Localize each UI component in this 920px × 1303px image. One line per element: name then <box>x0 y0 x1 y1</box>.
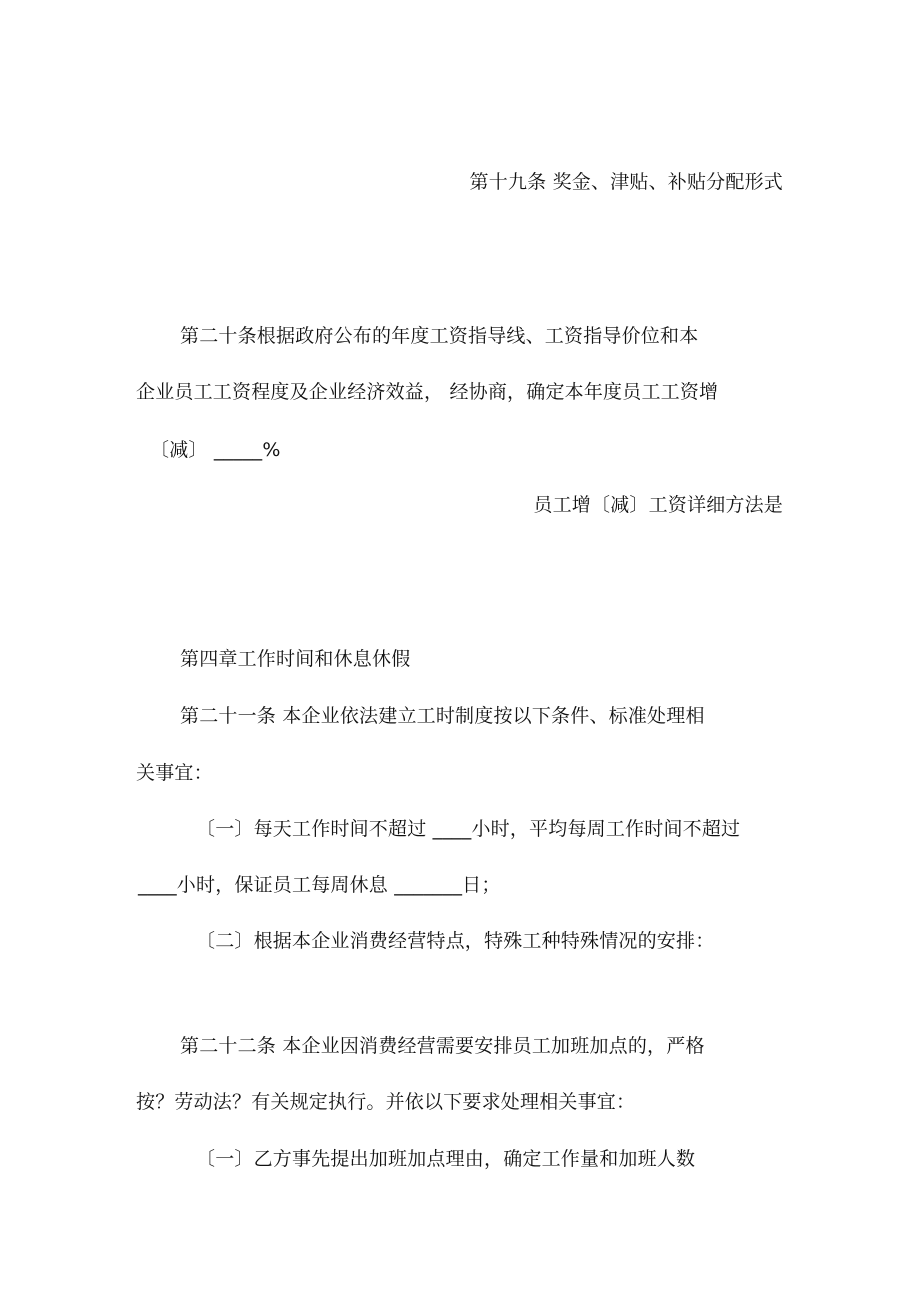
article-21-line-1: 第二十一条 本企业依法建立工时制度按以下条件、标准处理相 <box>180 705 705 727</box>
article-22-line-1: 第二十二条 本企业因消费经营需要安排员工加班加点的，严格 <box>180 1035 705 1057</box>
chapter-4-title: 第四章工作时间和休息休假 <box>180 648 411 670</box>
article-21-item-1-line-1: 〔一〕每天工作时间不超过 ____小时，平均每周工作时间不超过 <box>196 818 741 840</box>
article-21-item-2: 〔二〕根据本企业消费经营特点，特殊工种特殊情况的安排： <box>196 930 715 952</box>
article-22-line-2: 按？劳动法？有关规定执行。并依以下要求处理相关事宜： <box>136 1091 636 1113</box>
article-21-item-1-line-2: ____小时，保证员工每周休息 _______日； <box>138 874 501 896</box>
article-20-percent-blank: 〔减〕 _____% <box>150 439 281 461</box>
article-20-line-1: 第二十条根据政府公布的年度工资指导线、工资指导价位和本 <box>180 325 699 347</box>
article-22-item-1: 〔一〕乙方事先提出加班加点理由，确定工作量和加班人数 <box>196 1148 696 1170</box>
article-20-line-2: 企业员工工资程度及企业经济效益， 经协商，确定本年度员工工资增 <box>136 381 719 403</box>
article-21-line-2: 关事宜： <box>136 762 213 784</box>
salary-method-line: 员工增〔减〕工资详细方法是 <box>533 494 783 516</box>
article-19-heading: 第十九条 奖金、津贴、补贴分配形式 <box>469 171 783 193</box>
